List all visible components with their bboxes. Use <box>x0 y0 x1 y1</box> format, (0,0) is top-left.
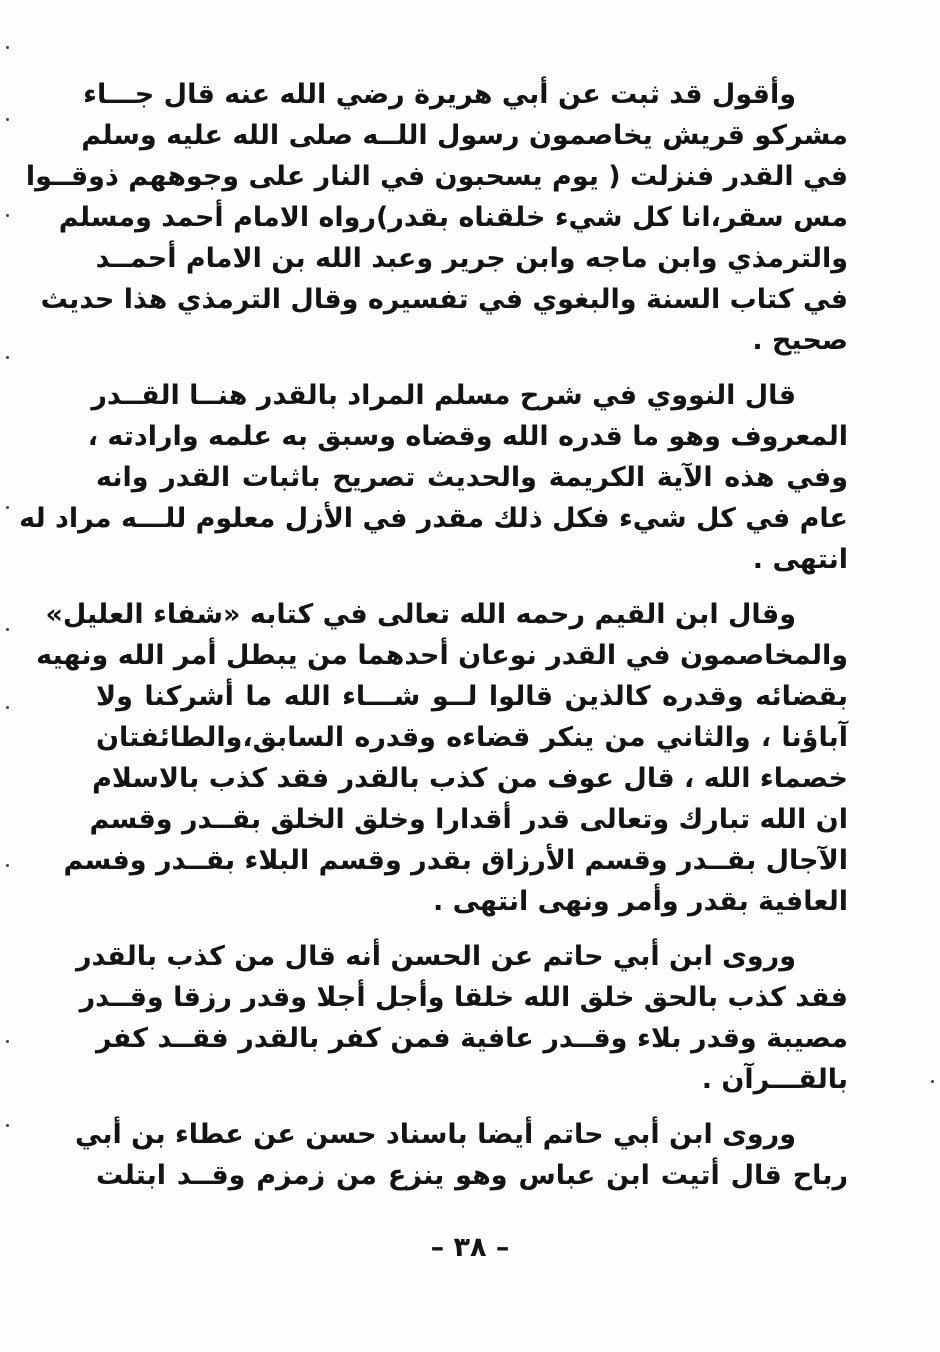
text-line: بالقـــرآن . <box>701 1064 848 1095</box>
margin-speck <box>6 1124 9 1127</box>
paragraph-1 <box>25 74 848 361</box>
text-line: بقضائه وقدره كالذين قالوا لــو شـــاء الله ما أشركنا ولا <box>96 681 848 712</box>
text-line: رباح قال أتيت ابن عباس وهو ينزع من زمزم وقــد ابتلت <box>96 1160 848 1191</box>
text-line: وروى ابن أبي حاتم أيضا باسناد حسن عن عطاء بن أبي <box>75 1119 796 1150</box>
margin-speck <box>6 46 9 49</box>
text-line: انتهى . <box>752 544 848 575</box>
text-line: مشركو قريش يخاصمون رسول اللــه صلى الله عليه وسلم <box>81 120 848 151</box>
margin-speck <box>6 864 9 867</box>
text-line: خصماء الله ، قال عوف من كذب بالقدر فقد كذب بالاسلام <box>92 763 848 794</box>
text-line: عام في كل شيء فكل ذلك مقدر في الأزل معلوم للـــه مراد له <box>19 503 848 534</box>
margin-speck <box>6 1040 9 1043</box>
text-line: مصيبة وقدر بلاء وقــدر عافية فمن كفر بالقدر فقــد كفر <box>96 1023 848 1054</box>
text-line: في كتاب السنة والبغوي في تفسيره وقال الترمذي هذا حديث <box>40 284 848 315</box>
margin-speck <box>6 356 9 359</box>
margin-speck <box>6 506 9 509</box>
text-line: صحيح . <box>752 325 848 356</box>
margin-speck <box>6 706 9 709</box>
text-line: في القدر فنزلت ( يوم يسحبون في النار على وجوههم ذوقــوا <box>25 161 848 192</box>
text-line: قال النووي في شرح مسلم المراد بالقدر هنــا القــدر <box>91 380 796 411</box>
page-number: – ٣٨ – <box>430 1232 510 1263</box>
paragraph-2 <box>19 375 848 580</box>
text-line: الآجال بقــدر وقسم الأرزاق بقدر وقسم البلاء بقــدر وفسم <box>63 845 848 876</box>
margin-speck <box>6 628 9 631</box>
margin-speck <box>6 118 9 121</box>
text-line: فقد كذب بالحق خلق الله خلقا وأجل أجلا وقدر رزقا وقــدر <box>79 982 848 1013</box>
text-line: المعروف وهو ما قدره الله وقضاه وسبق به علمه وارادته ، <box>87 421 848 452</box>
text-line: والترمذي وابن ماجه وابن جرير وعبد الله بن الامام أحمــد <box>95 243 848 274</box>
text-line: العافية بقدر وأمر ونهى انتهى . <box>433 886 848 917</box>
paragraph-4 <box>76 936 848 1100</box>
paragraph-5 <box>75 1114 848 1196</box>
text-line: وفي هذه الآية الكريمة والحديث تصريح باثبات القدر وانه <box>96 462 848 493</box>
text-line: وقال ابن القيم رحمه الله تعالى في كتابه «شفاء العليل» <box>45 599 796 630</box>
body-text <box>19 74 848 1210</box>
margin-speck <box>931 1080 934 1083</box>
text-line: وأقول قد ثبت عن أبي هريرة رضي الله عنه قال جـــاء <box>83 79 796 110</box>
text-line: وروى ابن أبي حاتم عن الحسن أنه قال من كذب بالقدر <box>76 941 796 972</box>
paragraph-3 <box>36 594 848 922</box>
margin-speck <box>6 214 9 217</box>
text-line: والمخاصمون في القدر نوعان أحدهما من يبطل أمر الله ونهيه <box>36 640 848 671</box>
text-line: ان الله تبارك وتعالى قدر أقدارا وخلق الخلق بقــدر وقسم <box>89 804 848 835</box>
text-line: مس سقر،انا كل شيء خلقناه بقدر)رواه الامام أحمد ومسلم <box>58 202 848 233</box>
text-line: آباؤنا ، والثاني من ينكر قضاءه وقدره السابق،والطائفتان <box>96 722 848 753</box>
